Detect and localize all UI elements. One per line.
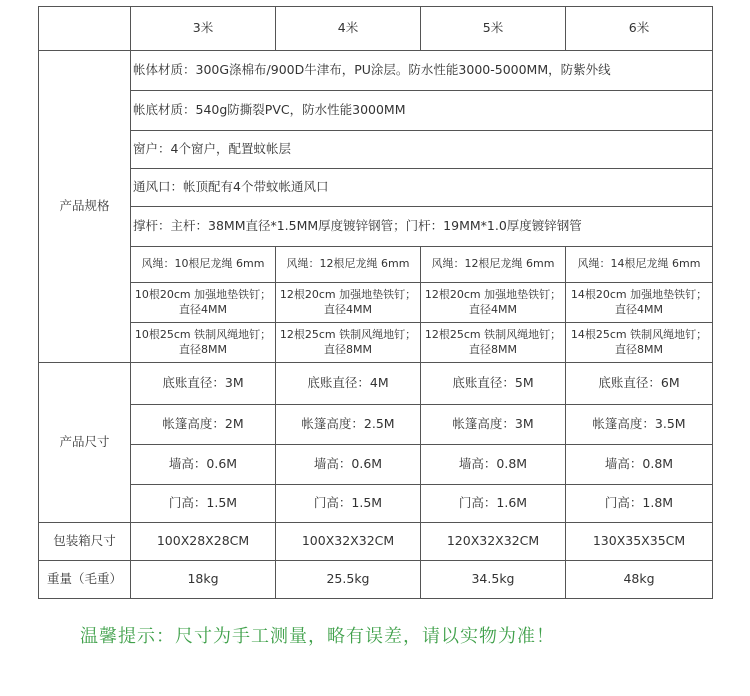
packing-cell: 120X32X32CM (421, 523, 566, 561)
dim-cell: 墙高：0.6M (131, 445, 276, 485)
stake-text: 12根20cm 加强地垫铁钉； (424, 287, 562, 301)
stake-text: 14根25cm 铁制风绳地钉； (570, 327, 708, 341)
spec-shared: 帐体材质：300G涤棉布/900D牛津布，PU涂层。防水性能3000-5000MM，防紫外线 (131, 51, 713, 91)
spec-table (38, 6, 713, 599)
packing-cell: 100X32X32CM (276, 523, 421, 561)
stake-text: 12根20cm 加强地垫铁钉； (279, 287, 417, 301)
stake-diameter: 直径8MM (179, 342, 227, 356)
size-header: 5米 (421, 7, 566, 51)
size-header: 4米 (276, 7, 421, 51)
dim-cell: 帐篷高度：3.5M (566, 405, 713, 445)
dim-cell: 门高：1.8M (566, 485, 713, 523)
packing-cell: 130X35X35CM (566, 523, 713, 561)
spec-shared: 帐底材质：540g防撕裂PVC，防水性能3000MM (131, 91, 713, 131)
dim-cell: 帐篷高度：2M (131, 405, 276, 445)
stake-diameter: 直径4MM (179, 302, 227, 316)
dims-label: 产品尺寸 (39, 363, 131, 523)
specs-label: 产品规格 (39, 51, 131, 363)
weight-cell: 48kg (566, 561, 713, 599)
stake-cell (421, 283, 566, 323)
rope-cell: 风绳：12根尼龙绳 6mm (276, 247, 421, 283)
corner-cell (39, 7, 131, 51)
rope-cell: 风绳：12根尼龙绳 6mm (421, 247, 566, 283)
stake-diameter: 直径4MM (469, 302, 517, 316)
dim-cell: 门高：1.5M (131, 485, 276, 523)
stake-cell (276, 323, 421, 363)
weight-cell: 34.5kg (421, 561, 566, 599)
packing-cell: 100X28X28CM (131, 523, 276, 561)
stake-text: 10根25cm 铁制风绳地钉； (134, 327, 272, 341)
dim-cell: 墙高：0.6M (276, 445, 421, 485)
stake-cell (566, 283, 713, 323)
stake-text: 12根25cm 铁制风绳地钉； (279, 327, 417, 341)
weight-cell: 18kg (131, 561, 276, 599)
size-header: 6米 (566, 7, 713, 51)
dim-cell: 门高：1.5M (276, 485, 421, 523)
dim-cell: 底账直径：3M (131, 363, 276, 405)
spec-shared: 通风口：帐顶配有4个带蚊帐通风口 (131, 169, 713, 207)
header-row (39, 7, 713, 51)
stake-text: 14根20cm 加强地垫铁钉； (570, 287, 708, 301)
measurement-note: 温馨提示：尺寸为手工测量，略有误差，请以实物为准！ (80, 626, 555, 647)
stake-diameter: 直径4MM (324, 302, 372, 316)
dim-cell: 墙高：0.8M (421, 445, 566, 485)
stake-diameter: 直径8MM (324, 342, 372, 356)
dim-cell: 帐篷高度：2.5M (276, 405, 421, 445)
dim-cell: 底账直径：5M (421, 363, 566, 405)
stake-cell (566, 323, 713, 363)
dim-cell: 帐篷高度：3M (421, 405, 566, 445)
dim-cell: 门高：1.6M (421, 485, 566, 523)
weight-label: 重量（毛重） (39, 561, 131, 599)
packing-label: 包装箱尺寸 (39, 523, 131, 561)
stake-diameter: 直径8MM (469, 342, 517, 356)
stake-diameter: 直径8MM (615, 342, 663, 356)
stake-cell (131, 283, 276, 323)
stake-cell (276, 283, 421, 323)
spec-shared: 窗户：4个窗户，配置蚊帐层 (131, 131, 713, 169)
weight-cell: 25.5kg (276, 561, 421, 599)
stake-text: 12根25cm 铁制风绳地钉； (424, 327, 562, 341)
dim-cell: 底账直径：6M (566, 363, 713, 405)
dim-cell: 墙高：0.8M (566, 445, 713, 485)
stake-text: 10根20cm 加强地垫铁钉； (134, 287, 272, 301)
spec-shared: 撑杆：主杆：38MM直径*1.5MM厚度镀锌钢管；门杆：19MM*1.0厚度镀锌钢管 (131, 207, 713, 247)
rope-cell: 风绳：14根尼龙绳 6mm (566, 247, 713, 283)
rope-cell: 风绳：10根尼龙绳 6mm (131, 247, 276, 283)
stake-cell (131, 323, 276, 363)
stake-cell (421, 323, 566, 363)
size-header: 3米 (131, 7, 276, 51)
dim-cell: 底账直径：4M (276, 363, 421, 405)
stake-diameter: 直径4MM (615, 302, 663, 316)
